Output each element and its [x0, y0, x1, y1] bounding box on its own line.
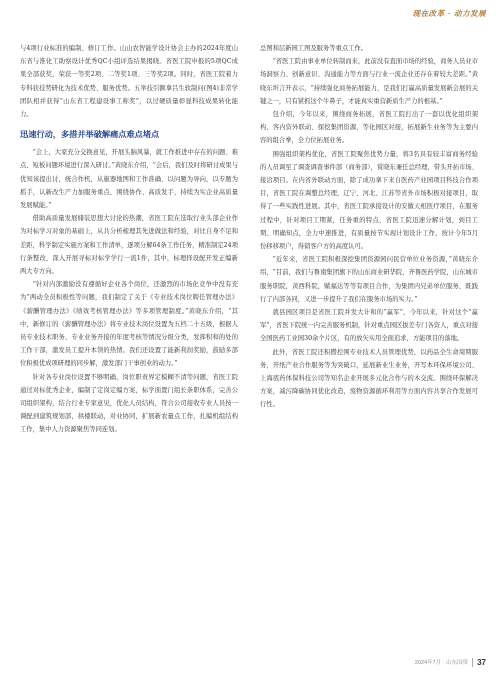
- left-column: [20, 42, 238, 437]
- paragraph: 此外，省医工院还积攒控围专业技术人员管理优势，以药品全生命周期服务，开纸产业合作服务等为突破口，延展新业生业务，开写本环保环境公司、上海底药体保科技公司等知名企业开展多元化合作与的木交流。围绕环保解决方案，减污降碳协同优化改造，废物资源循环利用等方面内容共享合作发展可行性。: [260, 348, 478, 409]
- issue-date: 2024年7月 · 山东国资: [414, 659, 469, 666]
- paragraph: “省医工院由事业单位转制而来，此前没有直面市场的经验，商务人员业市场洞察力、创新意识、沟通能力等方面与行业一流企业还存在着较大差距。”黄晓东坦言开表示，“持续强化商务拓展能力，是我们打赢高质量发展新会展的关键之一，只有紧抓这个牛鼻子，才能真实重营新质生产力的根基。”: [260, 58, 478, 105]
- paragraph: 总图和层新园工图及服务等重点工作。: [260, 45, 368, 52]
- page-number: 37: [477, 658, 486, 667]
- page-footer: [415, 658, 486, 667]
- right-column: [260, 42, 478, 412]
- section-header: 现在改革 · 动力发展: [412, 9, 486, 18]
- paragraph: “近年来，省医工院积极深挖集团资源园问民营单位业务资源，”黄晓东介绍，“目前，我们与鲁南集团旗下的山东商业研华院，齐鲁医药学院，山东城市服务职院，黄西科院，赋福达等等有项目合作，为集团内兄弟单位服务，既践行了内部各同，又进一步提升了我们在服务市场的实力。”: [260, 256, 478, 303]
- paragraph: 针对各专业岗位设置不够明确，岗位职责界定模糊不清等问题，省医工院通过对标优秀企业，编制了定岗定编方案，标学面置门组长条职体系，完善公司组织架构，结合行业专家意见，优化人员结构，符合公司接收专业人员按一调配到建筑规划部，拱楼联动，对业协同，扩展新农量点工作，扎编机组结构工作，集中人力资源聚焦等同连划。: [20, 373, 238, 434]
- paragraph: 就县园区项目是省医工院并发大计和的“赢军”，今年以来，针对这个“赢军”，省医下院统一内完善服务机制，针对重点园区拔差专门各资人，重点对接全国医药工业园30余个片区，有的放矢实用全面追求，方能项目的落地。: [260, 309, 478, 343]
- paragraph: 包介绍，今年以来，围绕商务拓展，省医工院打出了一套以优化组织架构、客内资外联动、探挖集团资源、等化园区对接，拓展新生业务等为主要内容的组合拳，全力位拓展业务。: [260, 111, 478, 145]
- paragraph: “会上，大家充分交换意见，开展头脑风暴，就工作推进中存在的问题、难点、短板问题环境进行深入研讨。”黄晓东介绍，“会后，我们及时将研讨成果与优知该提出讨，统合作机，从施器地图和工作准确、以问题为导向，以专题为抓手，认新改生产力加服务重点，围绕协作、高质发手，持续为实企业高质量发展赋能。”: [20, 149, 238, 210]
- paragraph: “针对内部激励没有遵循好企业各个岗位，还激烈的市场化竞争中没有充为”两动全员积极性等问题，我们制定了关于《专业技术岗位聘任管理办法》《薪酬管理办法》《绩效考核管理办法》等多项管理制度。”黄晓东介绍，“其中，新修订的《薪酬管理办法》将专业技术岗位设置为五档二十五级，根据人员专业技术职务、专业业务开接的年度考核等情况分级分类，发挥积和的处的工作干部，激发员工提升本领的热情。我们还设置了能新利润奖励，鼓励多部位积极优成项研理的同步解，激发部门干事创业的动力。”: [20, 281, 238, 368]
- footer-divider: [472, 658, 473, 667]
- paragraph: 围强组织架构优化，省医工院聚焦优势力量，将3名具有较丰富商务经验的人员调至了调查调查事件部（商务部），赏晓东兼任总经理，带头开拓市场、接洽项目。在内省外联动方面，除了成功拿下来自医药产业园项目科技合作项目，省医工院在调整总经理，辽宁、河北、江苏等省外市场积极对接项目，取得了一些实践性进展。其中，省医工院承接设计的安徽天相医疗项目，在服务过程中，针对项目工期紧，任务重的特点，省医工院迅速分解计划，到目工期、明确知点，全力中速推进，有质量按节实现计划设计工作，按计今年5月份移移项户，得销客户方的高度认可。: [260, 150, 478, 251]
- paragraph: 与4项行业标准的编制、修订工作。山山农智能学设计协会主办的2024年度山东省与淮化工助察设计优秀QC小组评选结果揭晓。省医工院申报的5项QC成果全部获奖，荣获一等奖2项、二等奖1项、三等奖2项。同时，省医工院着力专科获技势研化为技术优势、服务优势。五举技引额拿吕生软制问(图4)非常学团队相并获得“山东省工程建设事工称奖”，以过硬质量彰显科技成果转化能力。: [20, 45, 238, 119]
- section-heading: 迅速行动，多措并举破解痛点难点堵点: [20, 129, 160, 140]
- paragraph: 借助高质量发展储装思想大讨论的热潮，省医工院在选取行业头部企业作为对标学习对象的基础上，从共分析梳理其先进做法和经验，对比自身不足和差距，科学制定实施方案和工作清单，逐项分解64条工作任务，精准制定24项行条整改，深入开展寻标对标学学行一流1件，其中，标理择设配开发正编新两大专方向。: [20, 215, 238, 276]
